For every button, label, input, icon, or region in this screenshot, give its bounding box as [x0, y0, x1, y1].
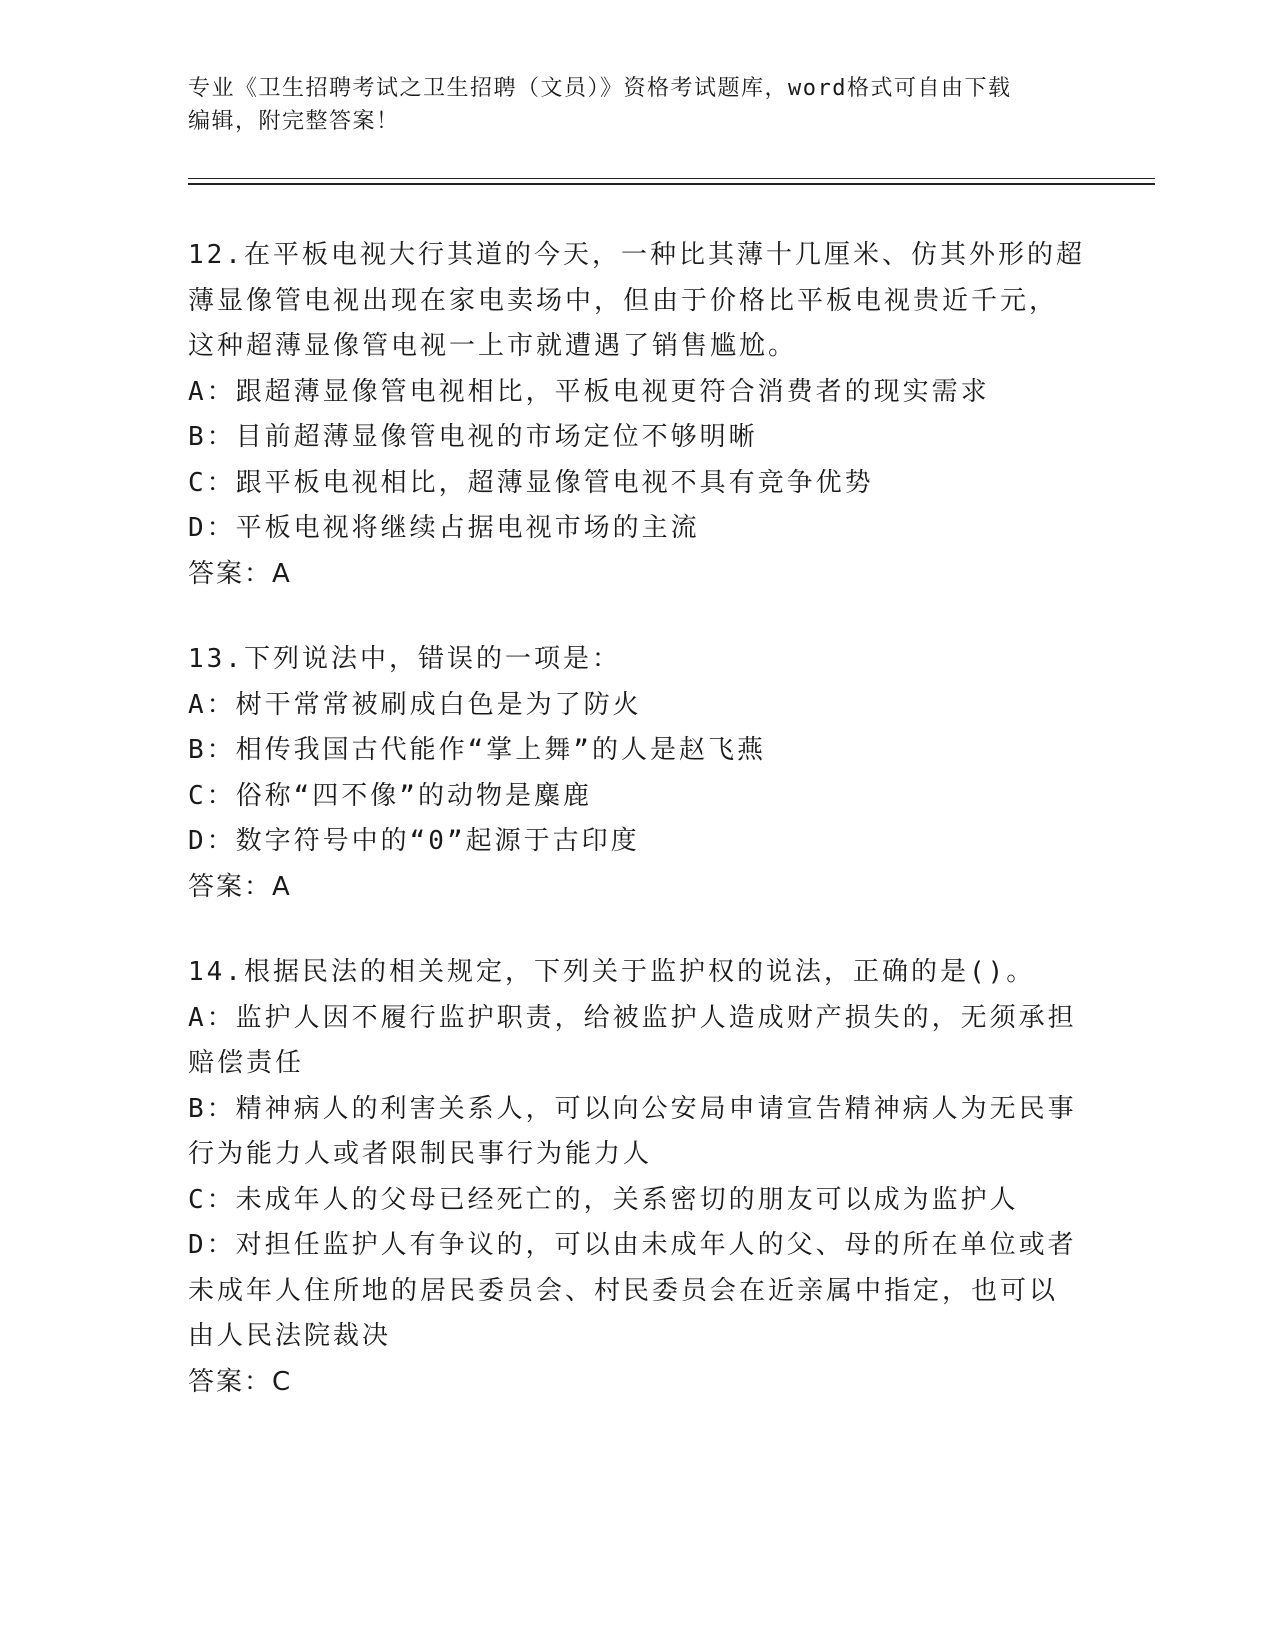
option-line: C：俗称“四不像”的动物是麋鹿 — [188, 780, 592, 811]
answer-line: 答案：A — [188, 558, 292, 589]
option-line: D：平板电视将继续占据电视市场的主流 — [188, 513, 700, 543]
question-block — [188, 637, 1088, 910]
option-line: D：对担任监护人有争议的，可以由未成年人的父、母的所在单位或者 — [188, 1230, 1077, 1260]
question-stem-line: 薄显像管电视出现在家电卖场中，但由于价格比平板电视贵近千元， — [188, 285, 1059, 316]
header-line-2: 编辑，附完整答案！ — [188, 109, 400, 134]
option-line: 由人民法院裁决 — [188, 1321, 392, 1351]
option-line: C：未成年人的父母已经死亡的，关系密切的朋友可以成为监护人 — [188, 1184, 1019, 1215]
header-divider-thin — [188, 178, 1155, 179]
question-list — [188, 233, 1088, 1445]
header-divider-thick — [188, 183, 1155, 185]
option-line: C：跟平板电视相比，超薄显像管电视不具有竞争优势 — [188, 467, 874, 498]
option-line: D：数字符号中的“0”起源于古印度 — [188, 826, 640, 856]
option-line: B：目前超薄显像管电视的市场定位不够明晰 — [188, 422, 758, 452]
document-header — [188, 72, 1088, 138]
option-line: 未成年人住所地的居民委员会、村民委员会在近亲属中指定，也可以 — [188, 1275, 1059, 1306]
option-line: A：监护人因不履行监护职责，给被监护人造成财产损失的，无须承担 — [188, 1002, 1077, 1033]
option-line: B：相传我国古代能作“掌上舞”的人是赵飞燕 — [188, 735, 766, 765]
header-line-1: 专业《卫生招聘考试之卫生招聘（文员）》资格考试题库，word格式可自由下载 — [188, 76, 1012, 101]
question-stem-line: 14.根据民法的相关规定，下列关于监护权的说法，正确的是()。 — [188, 957, 1036, 987]
option-line: A：树干常常被刷成白色是为了防火 — [188, 689, 642, 720]
question-stem-line: 这种超薄显像管电视一上市就遭遇了销售尴尬。 — [188, 331, 798, 361]
option-line: B：精神病人的利害关系人，可以向公安局申请宣告精神病人为无民事 — [188, 1093, 1077, 1124]
option-line: A：跟超薄显像管电视相比，平板电视更符合消费者的现实需求 — [188, 376, 990, 407]
question-stem-line: 12.在平板电视大行其道的今天，一种比其薄十几厘米、仿其外形的超 — [188, 240, 1085, 270]
question-block — [188, 233, 1088, 597]
question-stem-line: 13.下列说法中，错误的一项是： — [188, 644, 621, 674]
option-line: 赔偿责任 — [188, 1048, 305, 1078]
answer-line: 答案：C — [188, 1366, 293, 1397]
answer-line: 答案：A — [188, 871, 292, 902]
question-block — [188, 950, 1088, 1405]
option-line: 行为能力人或者限制民事行为能力人 — [188, 1139, 653, 1169]
